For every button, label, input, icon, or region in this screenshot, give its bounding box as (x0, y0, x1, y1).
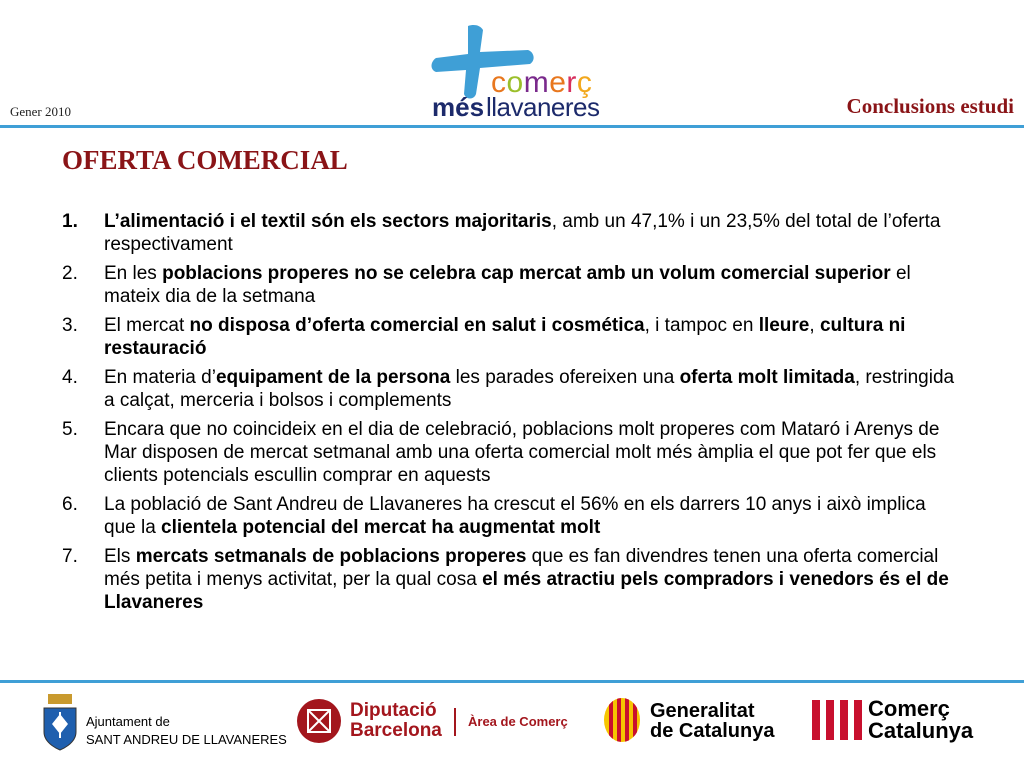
logo-llavaneres-word: llavaneres (486, 92, 600, 122)
item-number: 3. (62, 315, 78, 336)
list-item (62, 418, 962, 487)
item-text: el mateix dia de la setmana (104, 263, 911, 307)
item-text-bold: cultura ni restauració (104, 315, 906, 359)
logo-mes-word: més (432, 92, 485, 122)
item-text: La població de Sant Andreu de Llavaneres ha crescut el 56% en els darrers 10 anys i això implica que la (104, 494, 926, 538)
list-item (62, 314, 962, 360)
logo-letter: o (506, 66, 524, 99)
page-title: OFERTA COMERCIAL (62, 145, 348, 175)
ajuntament-line2: SANT ANDREU DE LLAVANERES (86, 732, 287, 747)
header-divider (0, 125, 1024, 128)
logo-letter: r (566, 66, 577, 99)
item-text-bold: equipament de la persona (215, 367, 451, 388)
generalitat-line2: de Catalunya (650, 720, 775, 742)
item-number: 5. (62, 419, 78, 440)
diputacio-emblem-icon (296, 698, 342, 744)
list-item (62, 262, 962, 308)
item-text-bold: el més atractiu pels compradors i venedors és el de Llavaneres (104, 569, 949, 613)
list-item (62, 366, 962, 412)
diputacio-separator (454, 708, 456, 736)
logo-letter: c (491, 66, 507, 99)
footer-divider (0, 680, 1024, 683)
item-text: , i tampoc en (644, 315, 759, 336)
item-text: En les (104, 263, 163, 284)
comerc-catalunya-logo (812, 696, 1002, 752)
item-text: El mercat (104, 315, 190, 336)
logo-letter: e (549, 66, 567, 99)
item-text-bold: lleure (758, 315, 810, 336)
item-number: 2. (62, 263, 78, 284)
item-text-bold: clientela potencial del mercat ha augmentat molt (161, 517, 601, 538)
item-text: , restringida a calçat, merceria i bolsos i complements (104, 367, 955, 411)
senyera-icon (604, 698, 640, 742)
stripes-icon (812, 700, 862, 744)
item-text-bold: poblacions properes no se celebra cap mercat amb un volum comercial superior (162, 263, 891, 284)
item-text: , amb un 47,1% i un 23,5% del total de l’oferta respectivament (104, 211, 941, 255)
item-text-bold: no disposa d’oferta comercial en salut i cosmética (189, 315, 645, 336)
item-text: , (809, 315, 820, 336)
generalitat-line1: Generalitat (650, 700, 755, 722)
section-tag: Conclusions estudi (846, 94, 1014, 118)
coat-of-arms-icon (40, 692, 80, 752)
item-text-bold: L’alimentació i el textil són els sectors majoritaris (104, 211, 552, 232)
ajuntament-logo (40, 692, 290, 752)
item-number: 4. (62, 367, 78, 388)
comerc-catalunya-line1: Comerç (868, 696, 950, 721)
comerc-catalunya-line2: Catalunya (868, 718, 974, 743)
logo-letter: m (523, 66, 550, 99)
mes-comerc-llavaneres-logo (428, 22, 628, 122)
date-label: Gener 2010 (10, 104, 72, 119)
diputacio-line2: Barcelona (350, 720, 442, 741)
ajuntament-line1: Ajuntament de (86, 714, 170, 729)
diputacio-area: Àrea de Comerç (468, 714, 568, 729)
list-item (62, 493, 962, 539)
logo-letter: ç (576, 66, 593, 99)
item-text: les parades ofereixen una (450, 367, 680, 388)
item-text-bold: oferta molt limitada (679, 367, 855, 388)
item-number: 7. (62, 546, 78, 567)
item-text: que es fan divendres tenen una oferta comercial més petita i menys activitat, per la qual cosa (104, 546, 939, 590)
item-text: En materia d’ (104, 367, 216, 388)
item-text-bold: mercats setmanals de poblacions properes (135, 546, 527, 567)
item-number: 1. (62, 211, 78, 232)
diputacio-line1: Diputació (350, 700, 437, 721)
conclusions-list (62, 210, 962, 620)
item-text: Els (104, 546, 136, 567)
diputacio-logo (296, 694, 596, 754)
item-number: 6. (62, 494, 78, 515)
generalitat-logo (604, 696, 794, 752)
list-item (62, 210, 962, 256)
item-text: Encara que no coincideix en el dia de celebració, poblacions molt properes com Mataró i Arenys de Mar disposen de mercat setmanal amb una oferta comercial molt més àmplia el que pot fer que els clients potencials escullin comprar en aquests (104, 419, 940, 486)
list-item (62, 545, 962, 614)
